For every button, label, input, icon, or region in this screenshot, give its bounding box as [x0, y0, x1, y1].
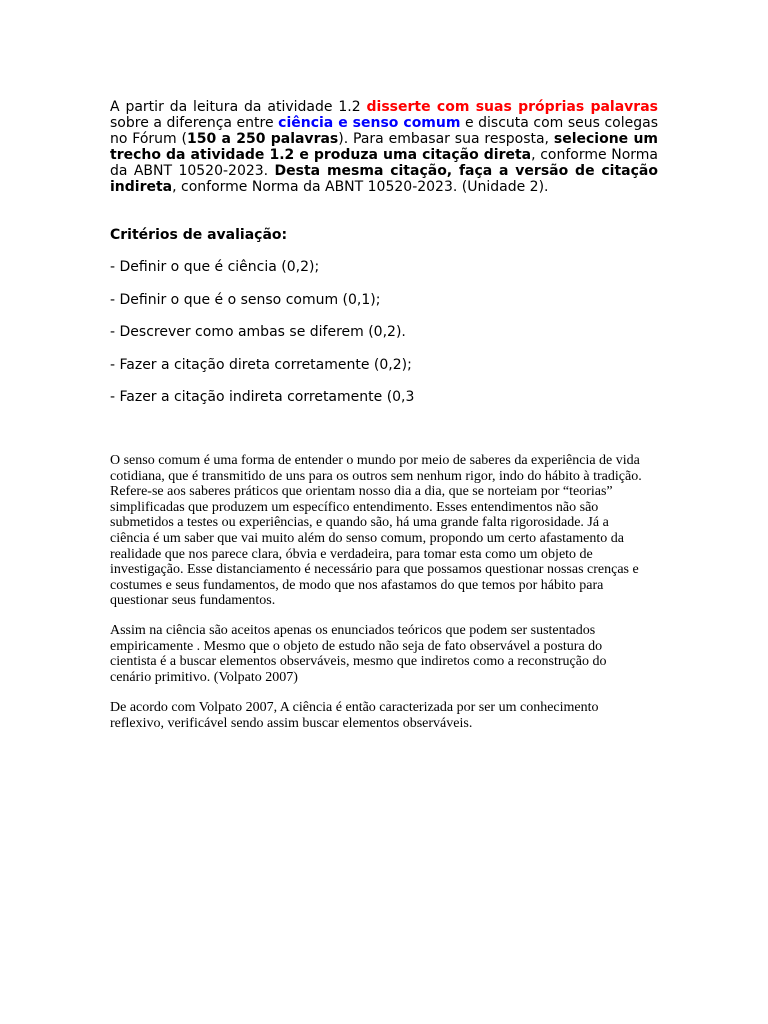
- intro-text-5: , conforme Norma da ABNT 10520-2023.: [110, 147, 658, 179]
- criteria-item: - Descrever como ambas se diferem (0,2).: [110, 324, 406, 340]
- answer-paragraph: Assim na ciência são aceitos apenas os enunciados teóricos que podem ser sustentados empiricamente . Mesmo que o objeto de estudo não seja de fato observável a postura do cientista é a buscar elementos observáveis, mesmo que indiretos como a reconstrução do cenário primitivo. (Volpato 2007): [110, 623, 607, 685]
- intro-word-count: 150 a 250 palavras: [187, 131, 339, 147]
- criteria-heading: Critérios de avaliação:: [110, 227, 288, 243]
- intro-direct-citation-instruction: selecione um trecho da atividade 1.2 e produza uma citação direta: [110, 131, 659, 163]
- intro-text-1: A partir da leitura da atividade 1.2: [110, 99, 367, 115]
- criteria-item: - Fazer a citação direta corretamente (0,2);: [110, 357, 412, 373]
- intro-highlight-red: disserte com suas próprias palavras: [366, 99, 658, 115]
- intro-text-2: sobre a diferença entre: [110, 115, 279, 131]
- assignment-instructions: [110, 99, 658, 195]
- intro-text-3: e discuta com seus colegas no Fórum (: [110, 115, 658, 147]
- criteria-item: - Definir o que é o senso comum (0,1);: [110, 292, 381, 308]
- answer-paragraph: O senso comum é uma forma de entender o mundo por meio de saberes da experiência de vida cotidiana, que é transmitido de uns para os outros sem nenhum rigor, indo do hábito à tradição. Refere-se aos saberes práticos que orientam nosso dia a dia, que se norteiam por “teorias” simplificadas que produzem um específico entendimento. Esses entendimentos não são submetidos a testes ou experiências, e quando são, há uma grande falta rigorosidade. Já a ciência é um saber que vai muito além do senso comum, propondo um certo afastamento da realidade que nos parece clara, óbvia e verdadeira, para tomar esta como um objeto de investigação. Esse distanciamento é necessário para que possamos questionar nossas crenças e costumes e seus fundamentos, de modo que nos afastamos do que temos por hábito para questionar seus fundamentos.: [110, 453, 642, 609]
- intro-text-6: , conforme Norma da ABNT 10520-2023. (Unidade 2).: [172, 179, 549, 195]
- criteria-item: - Definir o que é ciência (0,2);: [110, 259, 320, 275]
- answer-paragraph: De acordo com Volpato 2007, A ciência é então caracterizada por ser um conhecimento reflexivo, verificável sendo assim buscar elementos observáveis.: [110, 700, 599, 731]
- intro-text-4: ). Para embasar sua resposta,: [338, 131, 554, 147]
- criteria-item: - Fazer a citação indireta corretamente (0,3: [110, 389, 415, 405]
- intro-indirect-citation-instruction: Desta mesma citação, faça a versão de citação indireta: [110, 163, 658, 195]
- intro-highlight-blue: ciência e senso comum: [278, 115, 461, 131]
